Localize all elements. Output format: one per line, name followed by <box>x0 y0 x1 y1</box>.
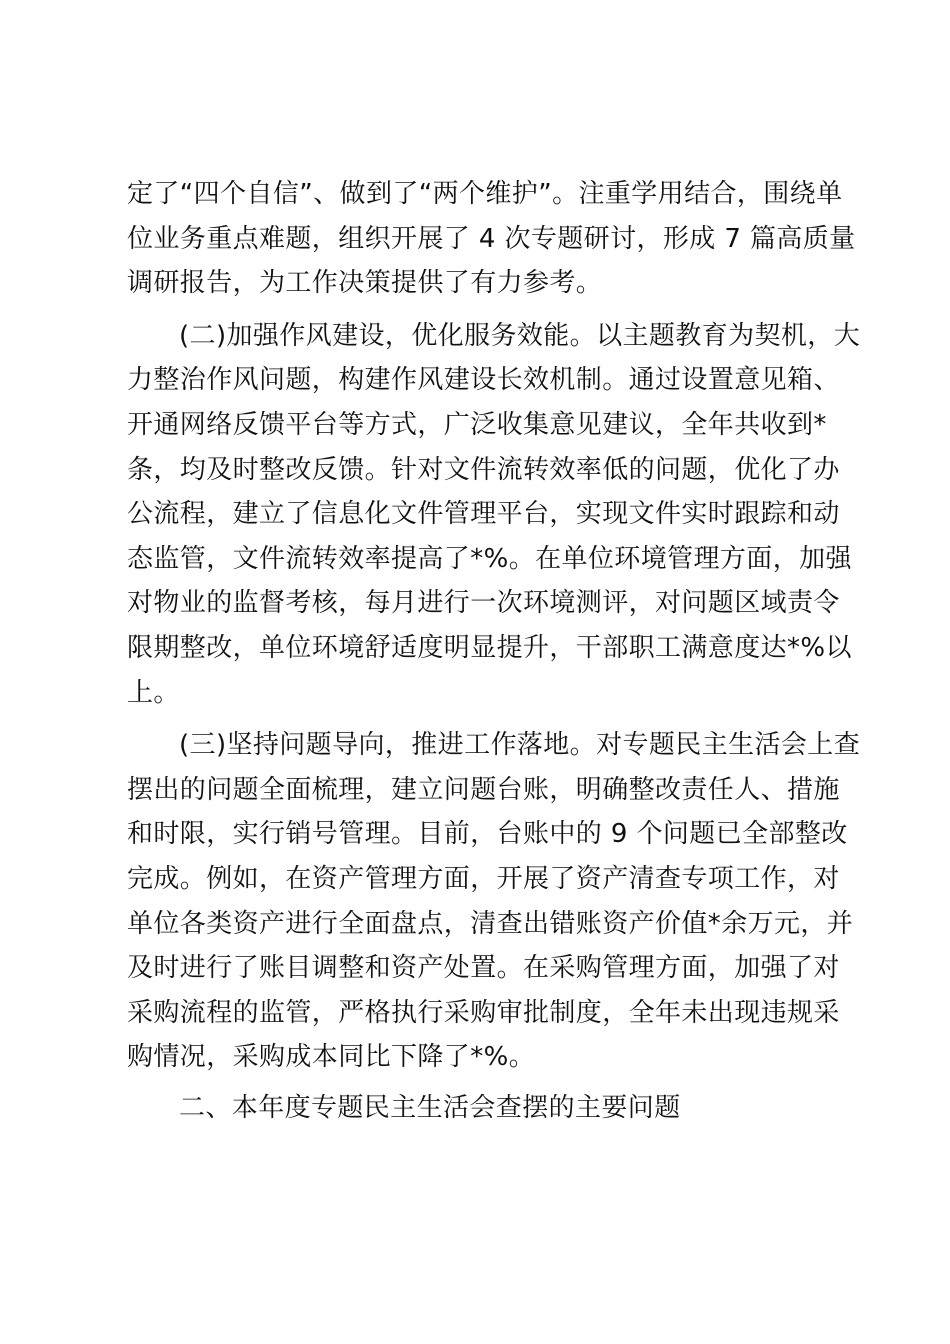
text-line: 调研报告，为工作决策提供了有力参考。 <box>127 268 603 299</box>
text-line: 购情况，采购成本同比下降了*%。 <box>127 1042 536 1073</box>
section-heading-text: 二、本年度专题民主生活会查摆的主要问题 <box>179 1092 681 1123</box>
section-heading <box>127 1086 832 1131</box>
text-line: 对物业的监督考核，每月进行一次环境测评，对问题区域责令 <box>127 588 840 619</box>
text-line: 位业务重点难题，组织开展了 4 次专题研讨，形成 7 篇高质量 <box>127 223 856 254</box>
text-line: 定了“四个自信”、做到了“两个维护”。注重学用结合，围绕单 <box>127 179 843 209</box>
text-line: 力整治作风问题，构建作风建设长效机制。通过设置意见箱、 <box>127 365 840 396</box>
paragraph-problem-oriented <box>127 723 861 1080</box>
text-line: 采购流程的监管，严格执行采购审批制度，全年未出现违规采 <box>127 997 840 1028</box>
text-line: 公流程，建立了信息化文件管理平台，实现文件实时跟踪和动 <box>127 499 840 530</box>
text-line: 条，均及时整改反馈。针对文件流转效率低的问题，优化了办 <box>127 454 840 485</box>
paragraph-continuation <box>127 172 856 306</box>
text-line: 开通网络反馈平台等方式，广泛收集意见建议，全年共收到* <box>127 409 827 440</box>
text-line: 上。 <box>127 677 180 708</box>
text-line: 完成。例如，在资产管理方面，开展了资产清查专项工作，对 <box>127 863 840 894</box>
text-line: 态监管，文件流转效率提高了*%。在单位环境管理方面，加强 <box>127 543 852 574</box>
text-line: 单位各类资产进行全面盘点，清查出错账资产价值*余万元，并 <box>127 908 854 939</box>
text-line: 限期整改，单位环境舒适度明显提升，干部职工满意度达*%以 <box>127 632 852 663</box>
text-line: 及时进行了账目调整和资产处置。在采购管理方面，加强了对 <box>127 953 840 984</box>
text-line: 和时限，实行销号管理。目前，台账中的 9 个问题已全部整改 <box>127 819 848 850</box>
paragraph-work-style <box>127 314 861 715</box>
text-line: (三)坚持问题导向，推进工作落地。对专题民主生活会上查 <box>179 730 861 761</box>
text-line: (二)加强作风建设，优化服务效能。以主题教育为契机，大 <box>179 320 861 351</box>
document-body <box>127 172 861 1130</box>
text-line: 摆出的问题全面梳理，建立问题台账，明确整改责任人、措施 <box>127 774 840 805</box>
